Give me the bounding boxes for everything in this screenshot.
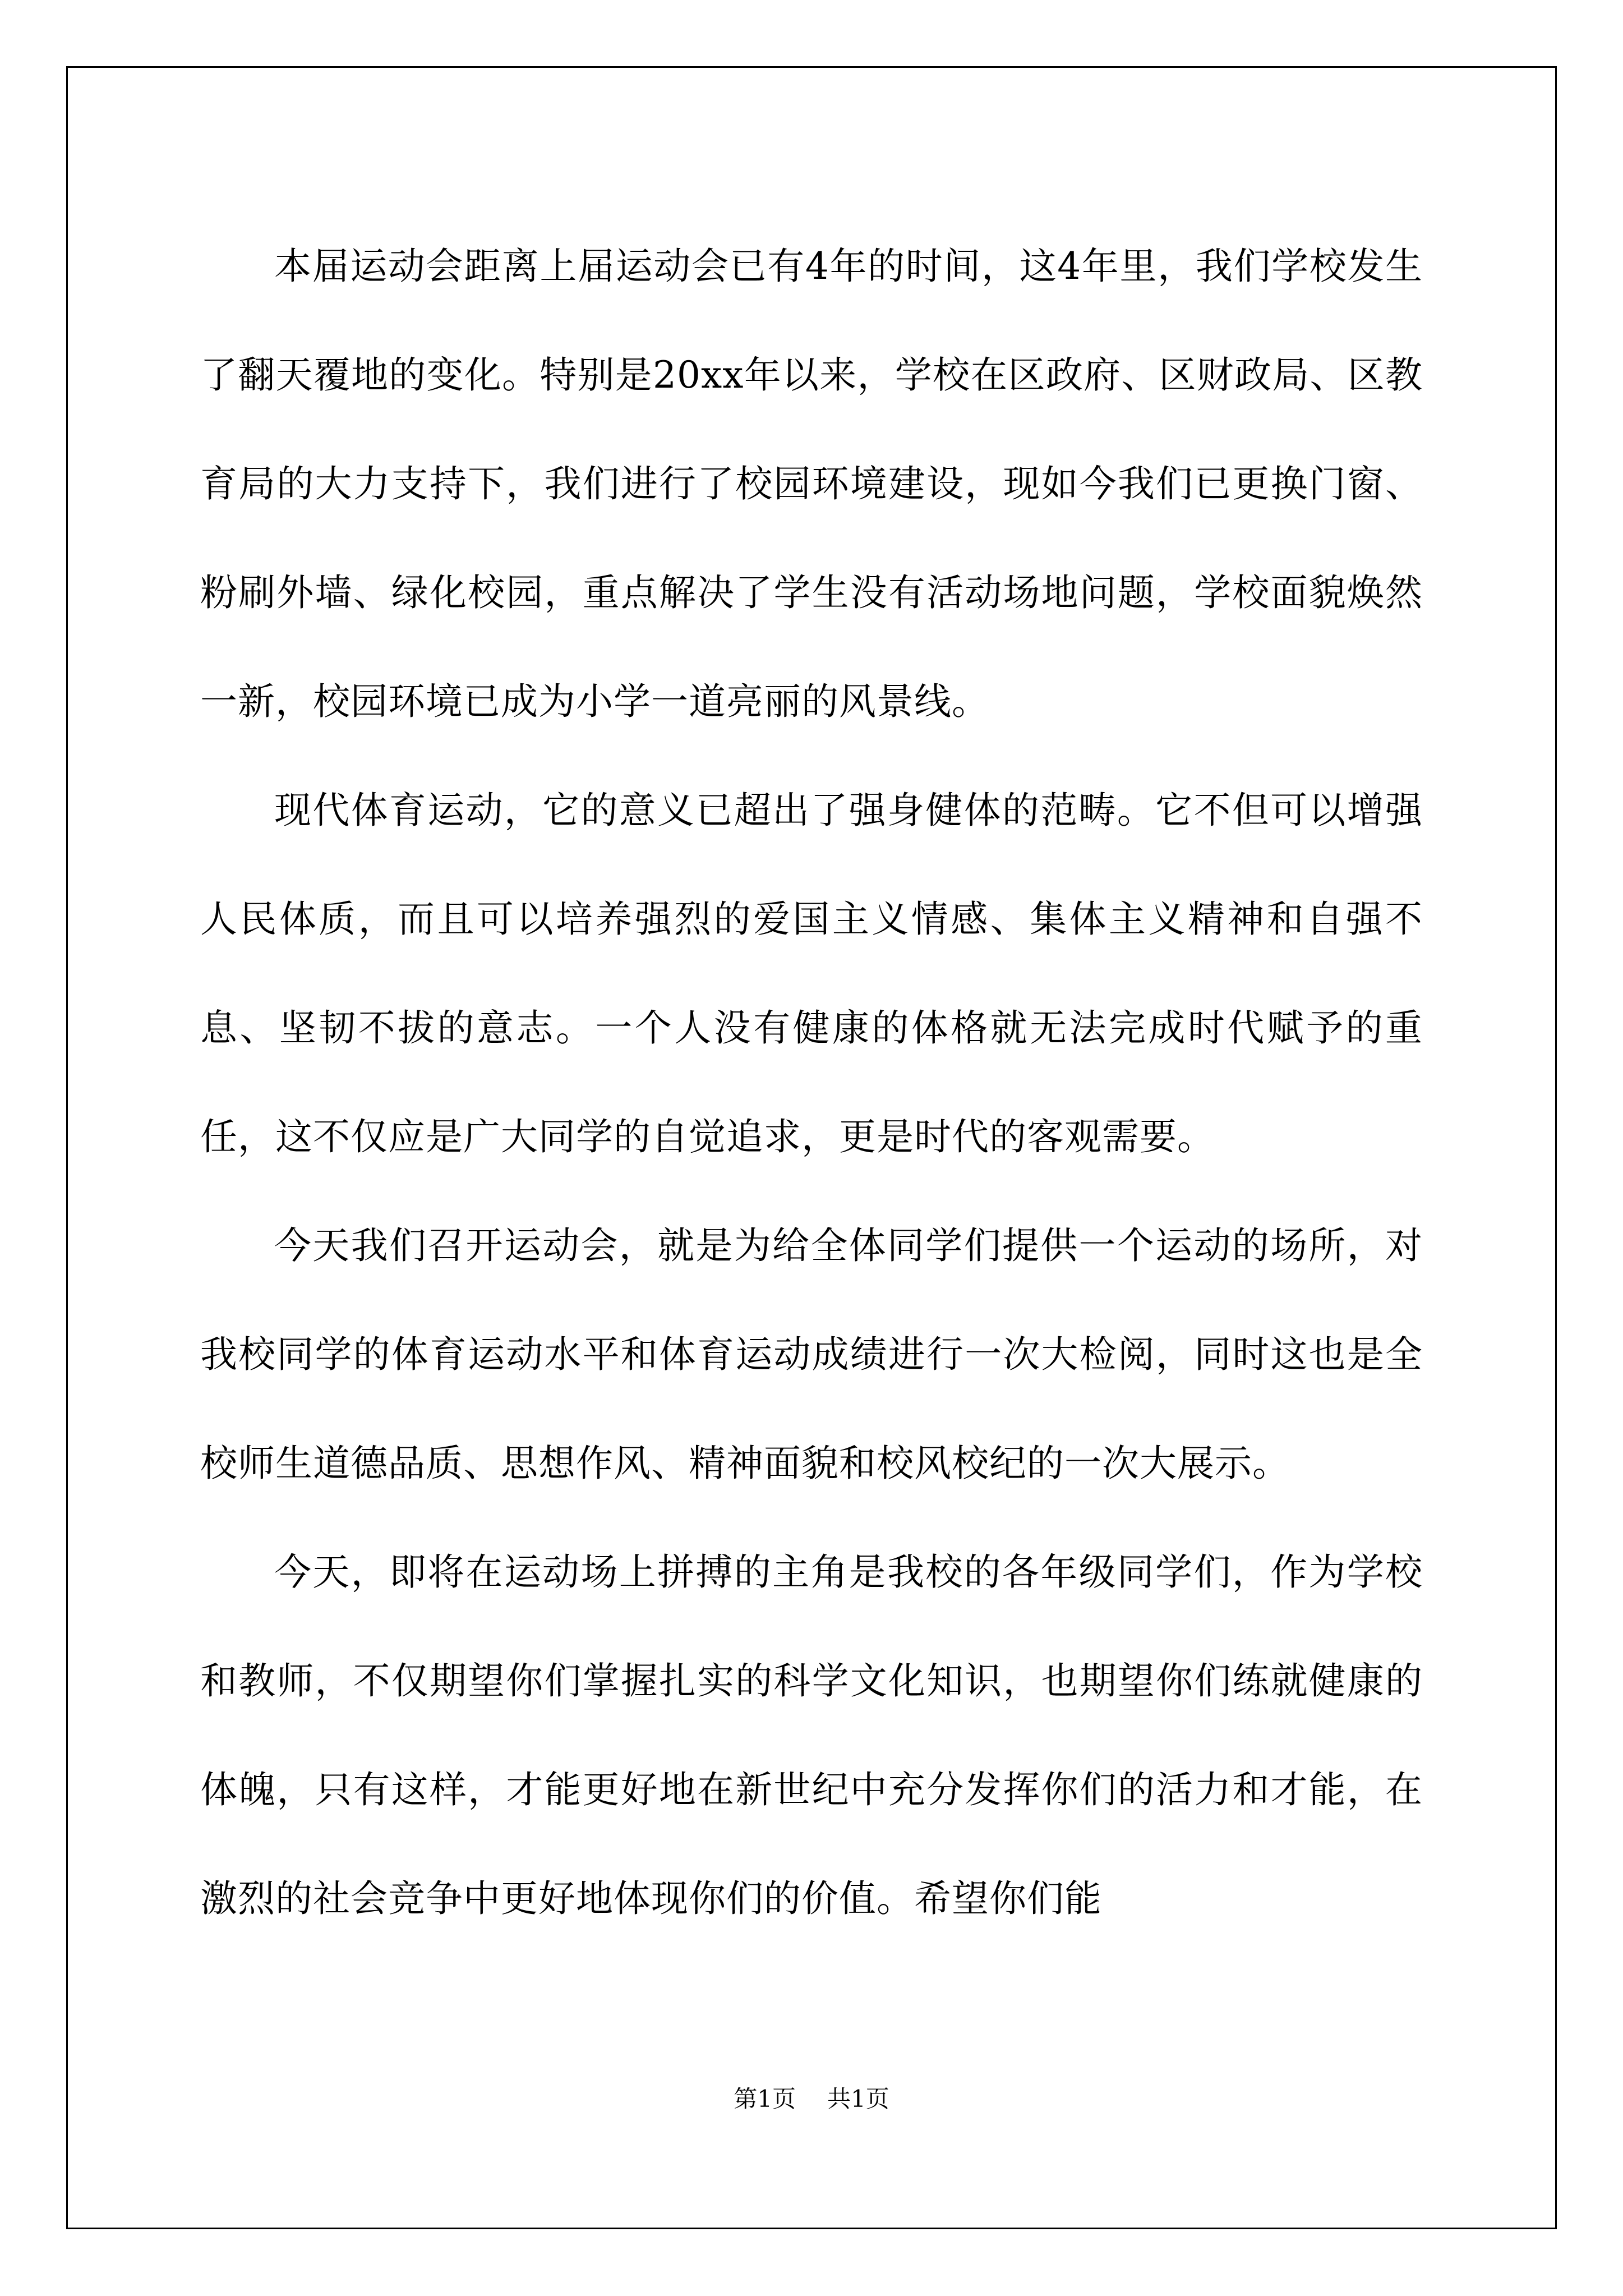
paragraph-1: 本届运动会距离上届运动会已有4年的时间，这4年里，我们学校发生了翻天覆地的变化。特别是20xx年以来，学校在区政府、区财政局、区教育局的大力支持下，我们进行了校园环境建设，现如今我们已更换门窗、粉刷外墙、绿化校园，重点解决了学生没有活动场地问题，学校面貌焕然一新，校园环境已成为小学一道亮丽的风景线。 xyxy=(200,245,1423,723)
page-number: 第1页 xyxy=(734,2085,796,2113)
document-body xyxy=(200,212,1423,1953)
paragraph-4: 今天，即将在运动场上拼搏的主角是我校的各年级同学们，作为学校和教师，不仅期望你们掌握扎实的科学文化知识，也期望你们练就健康的体魄，只有这样，才能更好地在新世纪中充分发挥你们的活力和才能，在激烈的社会竞争中更好地体现你们的价值。希望你们能 xyxy=(200,1550,1423,1920)
page-footer xyxy=(0,2082,1623,2116)
paragraph-2: 现代体育运动，它的意义已超出了强身健体的范畴。它不但可以增强人民体质，而且可以培养强烈的爱国主义情感、集体主义精神和自强不息、坚韧不拔的意志。一个人没有健康的体格就无法完成时代赋予的重任，这不仅应是广大同学的自觉追求，更是时代的客观需要。 xyxy=(200,789,1423,1158)
page-total: 共1页 xyxy=(827,2085,889,2113)
paragraph-3: 今天我们召开运动会，就是为给全体同学们提供一个运动的场所，对我校同学的体育运动水平和体育运动成绩进行一次大检阅，同时这也是全校师生道德品质、思想作风、精神面貌和校风校纪的一次大展示。 xyxy=(200,1224,1423,1485)
